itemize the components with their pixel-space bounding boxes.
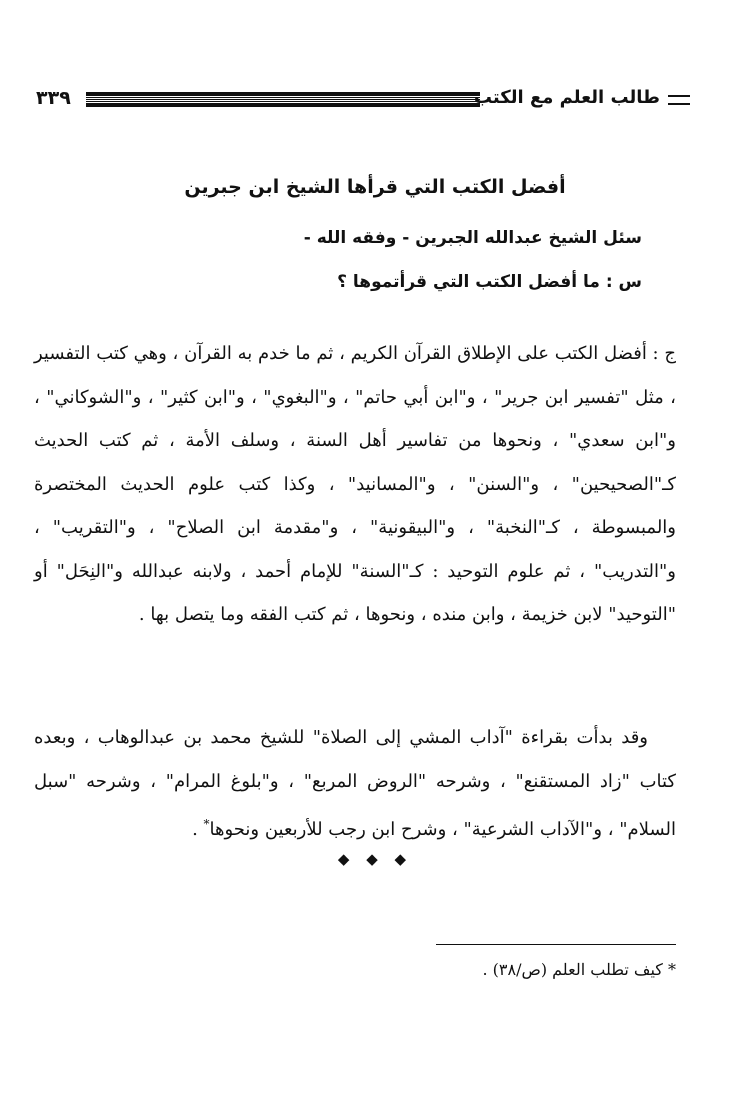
running-header bbox=[36, 86, 690, 116]
running-title: طالب العلم مع الكتب bbox=[473, 87, 660, 108]
page-number: ٣٣٩ bbox=[36, 87, 71, 109]
footnote: * كيف تطلب العلم (ص/٣٨) . bbox=[482, 960, 676, 979]
answer-paragraph: ج : أفضل الكتب على الإطلاق القرآن الكريم ، ثم ما خدم به القرآن ، وهي كتب التفسير ، مثل "تفسير ابن جرير" ، و"ابن أبي حاتم" ، و"البغوي" ، و"ابن كثير" ، و"الشوكاني" ، و"ابن سعدي" ، ونحوها من تفاسير أهل السنة ، وسلف الأمة ، ثم كتب الحديث كـ"الصحيحين" ، و"السنن" ، و"المسانيد" ، وكذا كتب علوم الحديث المختصرة والمبسوطة ، كـ"النخبة" ، و"البيقونية" ، و"مقدمة ابن الصلاح" ، و"التقريب" ، و"التدريب" ، ثم علوم التوحيد : كـ"السنة" للإمام أحمد ، ولابنه عبدالله و"النِحَل" أو "التوحيد" لابن خزيمة ، وابن منده ، ونحوها ، ثم كتب الفقه وما يتصل بها . bbox=[34, 343, 676, 625]
question-line: س : ما أفضل الكتب التي قرأتموها ؟ bbox=[337, 272, 642, 292]
header-rule-end bbox=[668, 95, 690, 105]
header-rule bbox=[86, 92, 480, 107]
reading-paragraph-end: . bbox=[192, 819, 204, 840]
question-attribution: سئل الشيخ عبدالله الجبرين - وفقه الله - bbox=[303, 228, 642, 248]
section-separator: ◆ ◆ ◆ bbox=[337, 850, 413, 868]
reading-paragraph bbox=[34, 716, 676, 852]
footnote-marker: * bbox=[203, 817, 210, 831]
reading-paragraph-text: وقد بدأت بقراءة "آداب المشي إلى الصلاة" للشيخ محمد بن عبدالوهاب ، وبعده كتاب "زاد المستقنع" ، وشرحه "الروض المربع" ، و"بلوغ المرام" ، وشرحه "سبل السلام" ، و"الآداب الشرعية" ، وشرح ابن رجب للأربعين ونحوها bbox=[34, 727, 676, 840]
footnote-rule bbox=[436, 944, 676, 945]
section-title: أفضل الكتب التي قرأها الشيخ ابن جبرين bbox=[184, 176, 566, 198]
